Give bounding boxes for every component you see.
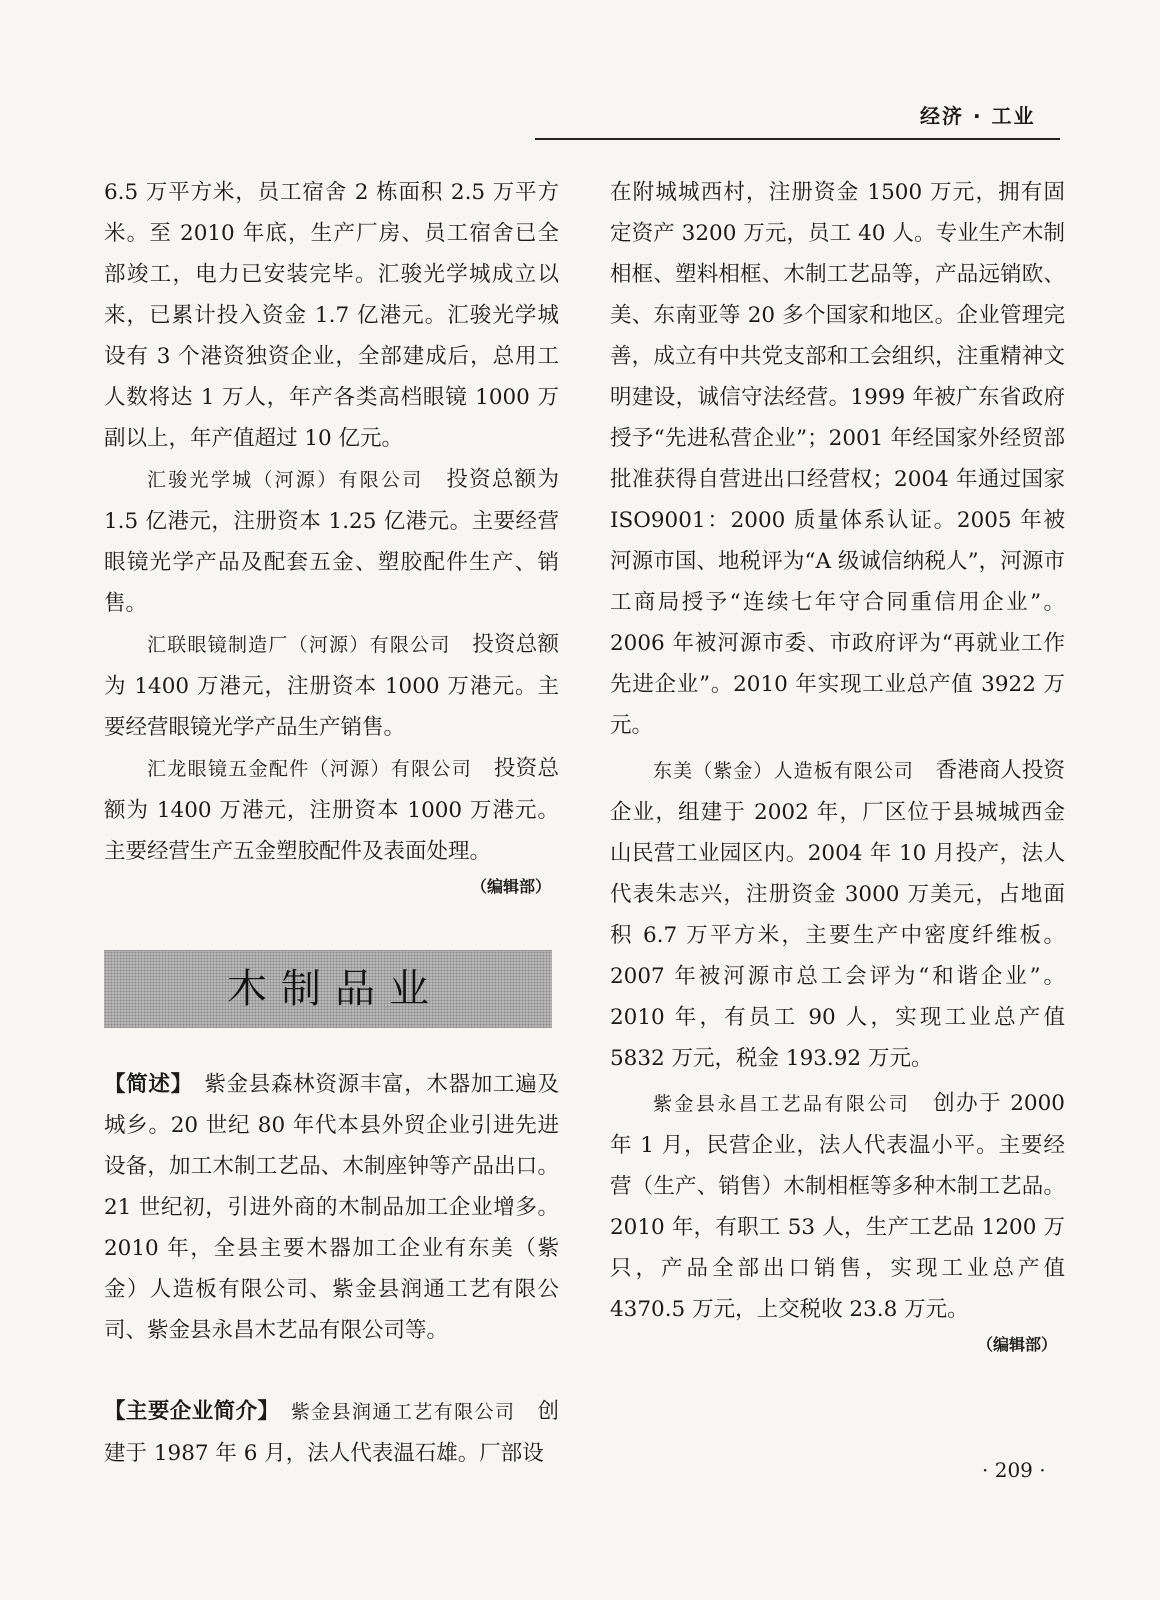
overview-tag: 【简述】	[104, 1072, 183, 1097]
left-column	[104, 172, 559, 1474]
enterprise-name: 汇龙眼镜五金配件（河源）有限公司	[147, 758, 473, 780]
enterprise-text: 投资总额为 1.5 亿港元，注册资本 1.25 亿港元。主要经营眼镜光学产品及配套五金、塑胶配件生产、销售。	[104, 467, 559, 616]
overview-paragraph	[104, 1064, 559, 1351]
enterprise-text: 创办于 2000 年 1 月，民营企业，法人代表温小平。主要经营（生产、销售）木制相框等多种木制工艺品。2010 年，有职工 53 人，生产工艺品 1200 万只，产品全部出口销售，实现工业总产值 4370.5 万元，上交税收 23.8 万元。	[610, 1091, 1065, 1322]
enterprise-name: 汇联眼镜制造厂（河源）有限公司	[147, 634, 451, 656]
intro-tag: 【主要企业简介】	[104, 1399, 269, 1424]
running-header: 经济 · 工业	[920, 104, 1036, 128]
enterprise-text: 香港商人投资企业，组建于 2002 年，厂区位于县城城西金山民营工业园区内。2004 年 10 月投产，法人代表朱志兴，注册资金 3000 万美元，占地面积 6.7 万平方米，主要生产中密度纤维板。2007 年被河源市总工会评为“和谐企业”。2010 年，有员工 90 人，实现工业总产值 5832 万元，税金 193.92 万元。	[610, 758, 1065, 1071]
enterprise-name: 汇骏光学城（河源）有限公司	[147, 469, 424, 491]
overview-text: 紫金县森林资源丰富，木器加工遍及城乡。20 世纪 80 年代本县外贸企业引进先进设备，加工木制工艺品、木制座钟等产品出口。21 世纪初，引进外商的木制品加工企业增多。2010 年，全县主要木器加工企业有东美（紫金）人造板有限公司、紫金县润通工艺有限公司、紫金县永昌木艺品有限公司等。	[104, 1072, 559, 1343]
enterprise-entry-2	[104, 624, 559, 748]
section-title: 木制品业	[227, 965, 443, 1012]
right-column	[610, 172, 1065, 1360]
enterprise-entry-3	[104, 748, 559, 872]
enterprise-entry-4	[610, 750, 1065, 1079]
enterprise-name: 紫金县永昌工艺品有限公司	[653, 1093, 911, 1115]
page-number: · 209 ·	[982, 1458, 1046, 1482]
header-rule	[535, 138, 1060, 140]
enterprise-entry-5	[610, 1083, 1065, 1330]
enterprise-text: 投资总额为 1400 万港元，注册资本 1000 万港元。主要经营眼镜光学产品生产销售。	[104, 632, 559, 740]
paragraph-continuation: 6.5 万平方米，员工宿舍 2 栋面积 2.5 万平方米。至 2010 年底，生产厂房、员工宿舍已全部竣工，电力已安装完毕。汇骏光学城成立以来，已累计投入资金 1.7 亿港元。汇骏光学城设有 3 个港资独资企业，全部建成后，总用工人数将达 1 万人，年产各类高档眼镜 1000 万副以上，年产值超过 10 亿元。	[104, 180, 559, 451]
paragraph-continuation: 在附城城西村，注册资金 1500 万元，拥有固定资产 3200 万元，员工 40 人。专业生产木制相框、塑料相框、木制工艺品等，产品远销欧、美、东南亚等 20 多个国家和地区。企业管理完善，成立有中共党支部和工会组织，注重精神文明建设，诚信守法经营。1999 年被广东省政府授予“先进私营企业”；2001 年经国家外经贸部批准获得自营进出口经营权；2004 年通过国家 ISO9001：2000 质量体系认证。2005 年被河源市国、地税评为“A 级诚信纳税人”，河源市工商局授予“连续七年守合同重信用企业”。2006 年被河源市委、市政府评为“再就业工作先进企业”。2010 年实现工业总产值 3922 万元。	[610, 180, 1065, 738]
editor-signature: （编辑部）	[976, 1335, 1057, 1354]
intro-paragraph	[104, 1391, 559, 1474]
enterprise-text: 创建于 1987 年 6 月，法人代表温石雄。厂部设	[104, 1399, 559, 1466]
enterprise-entry-1	[104, 459, 559, 624]
section-banner	[104, 950, 552, 1028]
enterprise-name: 紫金县润通工艺有限公司	[290, 1401, 516, 1423]
editor-signature: （编辑部）	[470, 877, 551, 896]
enterprise-text: 投资总额为 1400 万港元，注册资本 1000 万港元。主要经营生产五金塑胶配件及表面处理。	[104, 756, 559, 864]
enterprise-name: 东美（紫金）人造板有限公司	[653, 760, 914, 782]
